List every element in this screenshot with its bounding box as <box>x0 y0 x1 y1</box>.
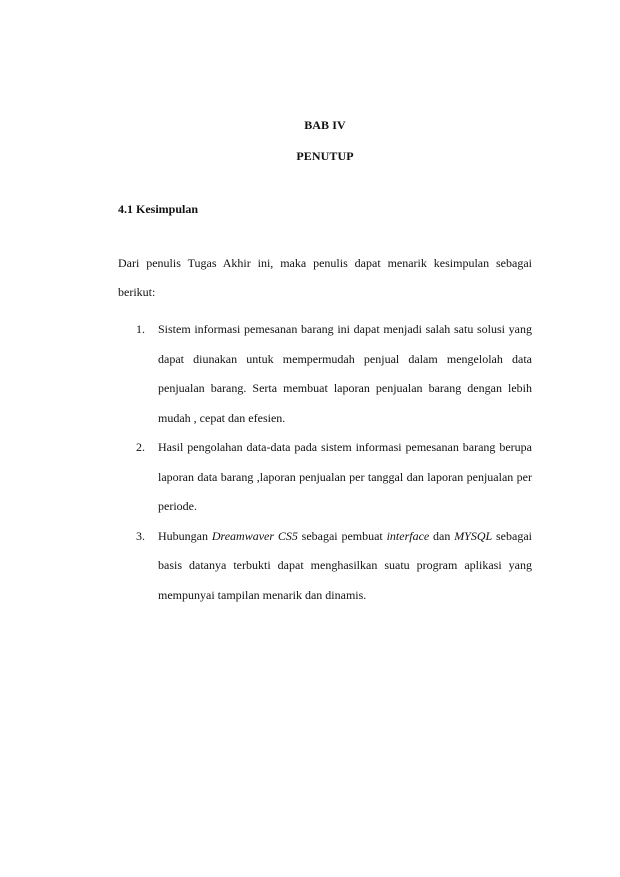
software-name-dreamweaver: Dreamwaver CS5 <box>211 528 298 543</box>
conclusion-list <box>118 315 532 610</box>
list-item-text: Sistem informasi pemesanan barang ini dapat menjadi salah satu solusi yang dapat diunakan untuk mempermudah penjual dalam mengelolah data penjualan barang. Serta membuat laporan penjualan barang dengan lebih mudah , cepat dan efesien. <box>158 322 532 425</box>
term-interface: interface <box>386 528 430 543</box>
list-item-text: Hasil pengolahan data-data pada sistem informasi pemesanan barang berupa laporan data barang ,laporan penjualan per tanggal dan laporan penjualan per periode. <box>158 440 532 513</box>
list-item-text-part: Hubungan <box>158 528 212 543</box>
intro-paragraph: Dari penulis Tugas Akhir ini, maka penulis dapat menarik kesimpulan sebagai berikut: <box>118 256 532 299</box>
list-number: 2. <box>136 440 145 454</box>
list-item-text-part: sebagai basis datanya terbukti dapat menghasilkan suatu program aplikasi yang mempunyai tampilan menarik dan dinamis. <box>158 528 532 602</box>
chapter-label: BAB IV <box>304 118 346 132</box>
list-number: 3. <box>136 528 145 543</box>
software-name-mysql: MYSQL <box>454 528 493 543</box>
list-item <box>118 315 532 433</box>
list-item <box>118 522 532 611</box>
list-number: 1. <box>136 322 145 336</box>
list-item-text-part: sebagai pembuat <box>297 528 387 543</box>
list-item-text-part: dan <box>429 528 455 543</box>
chapter-title: PENUTUP <box>296 149 354 163</box>
list-item <box>118 433 532 522</box>
section-heading: 4.1 Kesimpulan <box>118 202 199 216</box>
